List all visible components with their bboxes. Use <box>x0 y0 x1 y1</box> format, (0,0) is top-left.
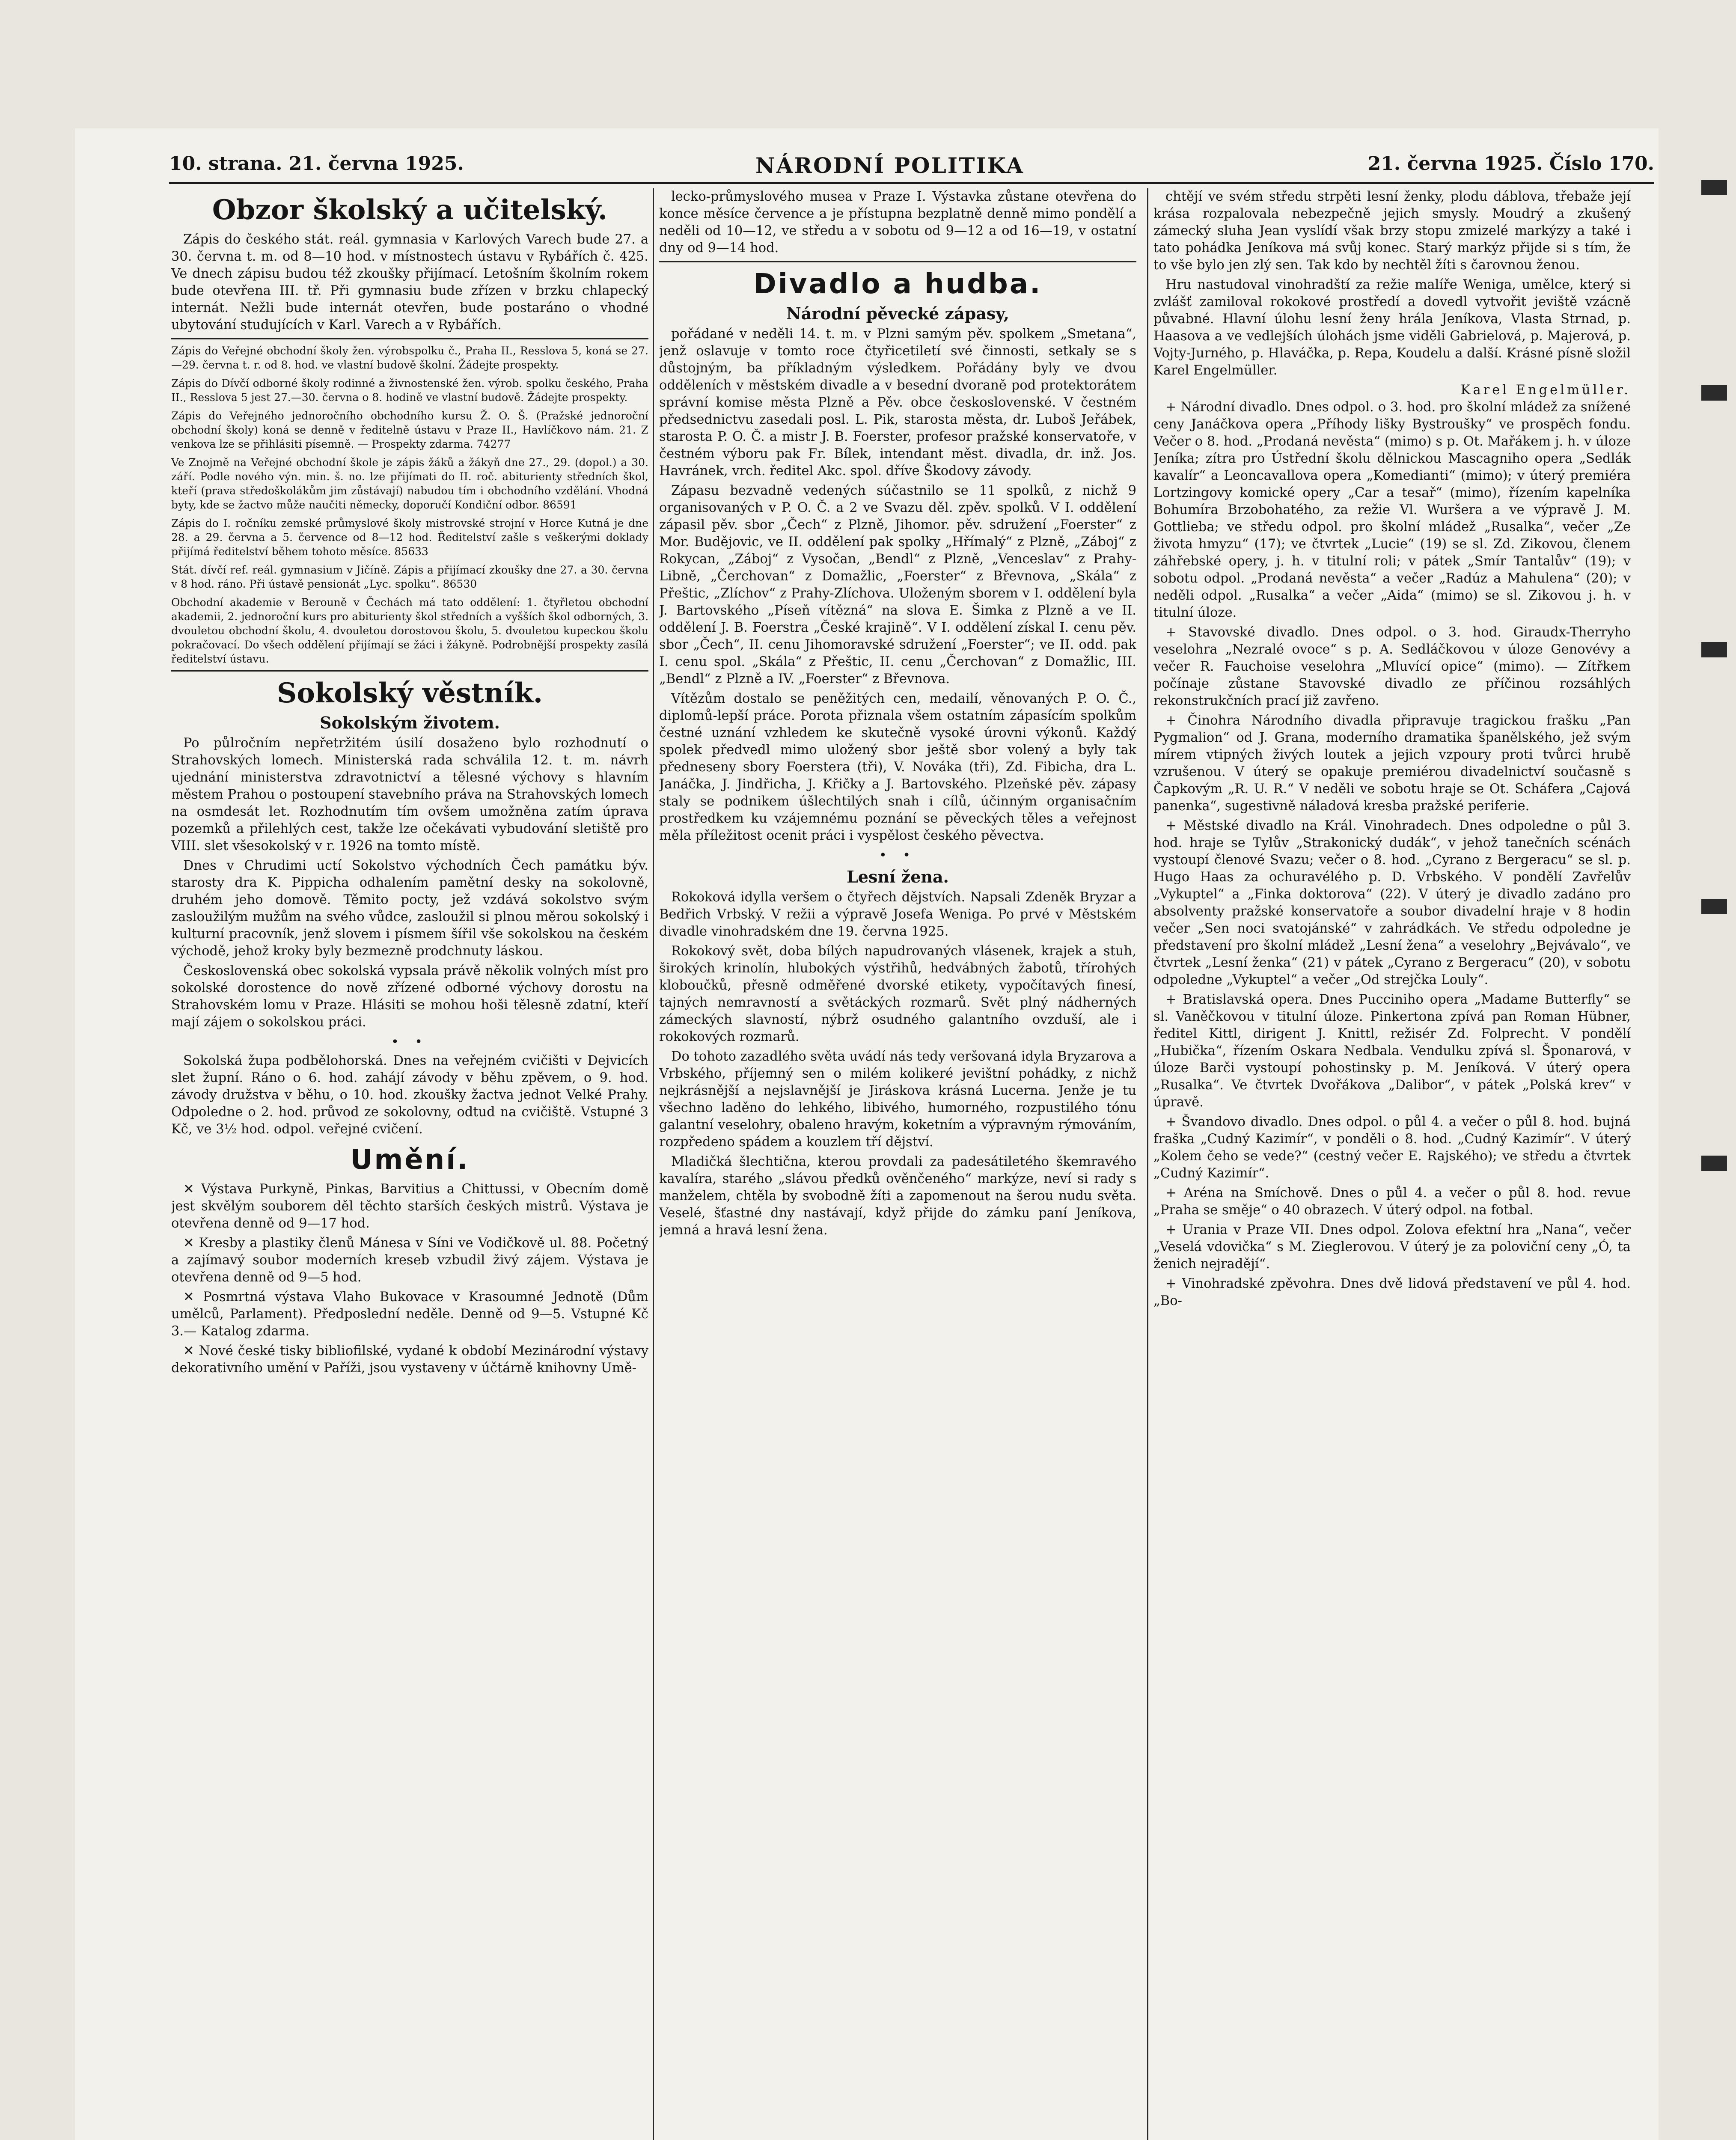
article-paragraph: Zápasu bezvadně vedených súčastnilo se 11 spolků, z nichž 9 organisovaných v P. O. Č. a 2 ve Svazu děl. zpěv. spolků. V I. oddělení zápasil pěv. sbor „Čech“ z Plzně, Jihomor. pěv. sdružení „Foerster“ z Mor. Budějovic, ve II. oddělení pak spolky „Hřímalý“ z Plzně, „Záboj“ z Rokycan, „Záboj“ z Vysočan, „Bendl“ z Plzně, „Venceslav“ z Prahy-Libně, „Čerchovan“ z Domažlic, „Foerster“ z Břevnova, „Skála“ z Přeštic, „Zlíchov“ z Prahy-Zlíchova. Uloženým sborem v I. oddělení byla J. Bartovského „Píseň vítězná“ na slova E. Šimka z Plzně a ve II. oddělení J. B. Foerstra „České krajině“. V I. oddělení získal I. cenu pěv. sbor „Čech“, II. cenu Jihomoravské sdružení „Foerster“; ve II. odd. pak I. cenu spol. „Skála“ z Přeštic, II. cenu „Čerchovan“ z Domažlic, III. „Bendl“ z Plzně a IV. „Foerster“ z Břevnova. <box>659 483 1136 687</box>
separator: • • <box>879 848 916 863</box>
scan-edge-mark <box>1701 385 1727 401</box>
article-paragraph: lecko-průmyslového musea v Praze I. Výstavka zůstane otevřena do konce měsíce července a je přístupna bezplatně denně mimo pondělí a neděli od 10—12, ve středu a v sobotu od 9—12 a od 16—19, v ostatní dny od 9—14 hod. <box>659 189 1136 256</box>
notice: Zápis do Dívčí odborné školy rodinné a živnostenské žen. výrob. spolku českého, Praha II., Resslova 5 jest 27.—30. června o 8. hodině ve vlastní budově. Žádejte prospekty. <box>171 377 648 404</box>
article-paragraph: ✕ Nové české tisky bibliofilské, vydané k období Mezinárodní výstavy dekorativního umění v Paříži, jsou vystaveny v účtárně knihovny Umě- <box>171 1343 648 1376</box>
column-right <box>1153 188 1631 2140</box>
newspaper-title: NÁRODNÍ POLITIKA <box>755 153 1024 178</box>
article-paragraph: Zápis do českého stát. reál. gymnasia v Karlových Varech bude 27. a 30. června t. m. od 8—10 hod. v místnostech ústavu v Rybářích č. 425. Ve dnech zápisu budou též zkoušky přijímací. Letošním školním rokem bude otevřena III. tř. Při gymnasiu bude zřízen v brzku chlapecký internát. Nežli bude internát otevřen, bude postaráno o vhodné ubytování studujících v Karl. Varech a v Rybářích. <box>171 232 648 333</box>
article-paragraph: Mladičká šlechtična, kterou provdali za padesátiletého škemravého kavalíra, starého „slávou předků ověnčeného“ markýze, neví si rady s manželem, chtěla by svobodně žíti a zapomenout na šerou nudu světa. Veselé, šťastné dny nastávají, když přijde do zámku paní Jeníkova, jemná a hravá lesní žena. <box>659 1154 1136 1238</box>
subsection-title: Sokolským životem. <box>320 713 500 732</box>
programme-item: + Městské divadlo na Král. Vinohradech. Dnes odpoledne o půl 3. hod. hraje se Tylův „Strakonický dudák“, v jehož tanečních scénách vystoupí členové Svazu; večer o 8. hod. „Cyrano z Bergeracu“ se sl. p. Hugo Haas za ochuravélého p. D. Vrbského. V pondělí Zavřelův „Vykuptel“ a „Finka doktorova“ (22). V úterý je divadlo zadáno pro absolventy pražské konservatoře a soubor divadelní hraje v 8 hodin večer „Sen noci svatojánské“ v zahrádkách. Ve středu odpoledne je představení pro školní mládež „Lesní žena“ a veselohry „Bejvávalo“, ve čtvrtek „Lesní ženka“ (21) v pátek „Cyrano z Bergeracu“ (20), v sobotu odpoledne „Vykuptel“ a večer „Od strejčka Louly“. <box>1153 818 1631 987</box>
article-paragraph: Vítězům dostalo se peněžitých cen, medailí, věnovaných P. O. Č., diplomů-lepší práce. Porota přiznala všem ostatním zápasícím spolkům čestné uznání vzhledem ke skutečně vysoké úrovni výkonů. Každý spolek předvedl mimo uložený sbor ještě sbor volený a byly tak předneseny sbory Foerstera (tři), V. Nováka (tři), Zd. Fibicha, dra L. Janáčka, J. Jindřicha, J. Křičky a J. Bartovského. Plzeňské pěv. zápasy staly se podnikem úšlechtilých snah i cílů, účinným organisačním prostředkem ku vzájemnému poznání se pěveckých těles a veřejnost měla příležitost ocenit práci i vyspělost českého pěvectva. <box>659 691 1136 843</box>
scan-edge-mark <box>1701 1156 1727 1171</box>
article-paragraph: Dnes v Chrudimi uctí Sokolstvo východních Čech památku býv. starosty dra K. Pippicha odhalením pamětní desky na sokolovně, druhém jeho domově. Těmito pocty, jež vzdává sokolstvo svým zasloužilým mužům na svého vůdce, zasloužil si plnou měrou sokolský i kulturní pracovník, jenž slovem i písmem šířil vše sokolskou na českém východě, jehož kroky byly bezmezně prodchnuty láskou. <box>171 858 648 959</box>
notice: Ve Znojmě na Veřejné obchodní škole je zápis žáků a žákyň dne 27., 29. (dopol.) a 30. září. Podle nového výn. min. š. no. lze přijímati do II. roč. abiturienty středních škol, kteří (prava středoškolákům jim zůstávají) nabudou tím i obchodního vzdělání. Vhodná byty, kde se žactvo může naučiti německy, doporučí Kondiční odbor. 86591 <box>171 456 648 511</box>
divider <box>659 261 1136 262</box>
article-paragraph: Hru nastudoval vinohradští za režie malíře Weniga, umělce, který si zvlášť zamiloval rokokové prostředí a dovedl vytvořit jeviště vzácně půvabné. Hlavní úlohu lesní ženy hrála Jeníkova, Vlasta Strnad, p. Haasova a ve vedlejších úlohách jsme viděli Gabrielová, p. Majerová, p. Vojty-Jurného, p. Hlaváčka, p. Repa, Koudelu a další. Krásné písně složil Karel Engelmüller. <box>1153 277 1631 378</box>
programme-item: + Národní divadlo. Dnes odpol. o 3. hod. pro školní mládež za snížené ceny Janáčkova opera „Příhody lišky Bystroušky“ ve prospěch fondu. Večer o 8. hod. „Prodaná nevěsta“ (mimo) s p. Ot. Mařákem j. h. v úloze Jeníka; zítra pro Ústřední školu dělnickou Mascagniho opera „Sedlák kavalír“ a Leoncavallova opera „Komedianti“ (mimo); v úterý premiéra Lortzingovy komické opery „Car a tesař“ (mimo), řízením kapelníka Bohumíra Brzobohatého, za režie Vl. Wuršera a ve výpravě J. M. Gottlieba; ve středu odpol. pro školní mládež „Rusalka“, večer „Ze života hmyzu“ (17); ve čtvrtek „Lucie“ (19) se sl. Zd. Zikovou, členem záhřebské opery, j. h. v titulní roli; v pátek „Smír Tantalův“ (19); v sobotu odpol. „Prodaná nevěsta“ a večer „Radúz a Mahulena“ (20); v neděli odpol. „Rusalka“ a večer „Aida“ (mimo) se sl. Zikovou j. h. v titulní úloze. <box>1153 400 1631 620</box>
column-divider <box>653 188 654 2140</box>
notice: Zápis do I. ročníku zemské průmyslové školy mistrovské strojní v Horce Kutná je dne 28. a 29. června a 5. července od 8—12 hod. Ředitelství zašle s veškerými doklady přijímá ředitelství během tohoto měsíce. 85633 <box>171 517 648 558</box>
programme-item: + Stavovské divadlo. Dnes odpol. o 3. hod. Giraudx-Therryho veselohra „Nezralé ovoce“ s p. A. Sedláčkovou v úloze Genovévy a večer R. Fauchoise veselohra „Mluvící opice“ (mimo). — Zítřkem počínaje zůstane Stavovské divadlo ze příčinou rozsáhlých rekonstrukčních prací již zavřeno. <box>1153 625 1631 708</box>
section-title-school: Obzor školský a učitelský. <box>212 194 608 226</box>
separator: • • <box>391 1034 428 1049</box>
article-paragraph: ✕ Výstava Purkyně, Pinkas, Barvitius a Chittussi, v Obecním domě jest skvělým souborem děl těchto starších českých mistrů. Výstava je otevřena denně od 9—17 hod. <box>171 1182 648 1231</box>
article-paragraph: Rokoková idylla veršem o čtyřech dějstvích. Napsali Zdeněk Bryzar a Bedřich Vrbský. V režii a výpravě Josefa Weniga. Po prvé v Městském divadle vinohradském dne 19. června 1925. <box>659 890 1136 939</box>
scan-edge-mark <box>1701 899 1727 914</box>
article-paragraph: Do tohoto zazadlého světa uvádí nás tedy veršovaná idyla Bryzarova a Vrbského, příjemný sen o milém kolikeré jevištní pohádky, z nichž nejkrásnější a nejslavnější je Jiráskova krásná Lucerna. Jenže je tu všechno laděno do lehkého, libivého, humorného, rozpustilého tónu galantní veselohry, obaleno hravým, koketním a výpravným rýmováním, rozpředeno spádem a kouzlem tří dějství. <box>659 1049 1136 1150</box>
scan-edge-mark <box>1701 642 1727 657</box>
article-paragraph: Po půlročním nepřetržitém úsilí dosaženo bylo rozhodnutí o Strahovských lomech. Ministerská rada schválila 12. t. m. návrh ujednání ministerstva zdravotnictví a tělesné výchovy s hlavním městem Prahou o postoupení stavebního práva na Strahovských lomech na osmdesát let. Rozhodnutím tím ovšem umožněna zatím úprava pozemků a přilehlých cest, takže lze očekávati vybudování sletiště pro VIII. slet všesokolský v r. 1926 na tomto místě. <box>171 736 648 853</box>
page-header <box>169 148 1654 184</box>
article-paragraph: Československá obec sokolská vypsala právě několik volných míst pro sokolské dorostence do nově zřízené odborné výchovy dorostu na Strahovském lomu v Praze. Hlásiti se mohou hoši tělesně zdatní, kteří mají zájem o sokolskou práci. <box>171 963 648 1030</box>
column-divider <box>1147 188 1148 2140</box>
notice: Obchodní akademie v Berouně v Čechách má tato oddělení: 1. čtyřletou obchodní akademii, 2. jednoroční kurs pro abiturienty škol středních a vyšších škol odborných, 3. dvouletou obchodní školu, 4. dvouletou dorostovou školu, 5. dvouletou kupeckou školu pokračovací. Do všech oddělení přijímají se žáci i žákyně. Podrobnější prospekty zasílá ředitelství ústavu. <box>171 596 648 665</box>
header-date-left: 10. strana. 21. června 1925. <box>169 153 464 175</box>
section-title-sokol: Sokolský věstník. <box>276 677 543 709</box>
article-paragraph: ✕ Kresby a plastiky členů Mánesa v Síni ve Vodičkově ul. 88. Početný a zajímavý soubor moderních kreseb vzbudil živý zájem. Výstava je otevřena denně od 9—5 hod. <box>171 1236 648 1285</box>
school-notices <box>171 338 648 672</box>
article-paragraph: chtějí ve svém středu strpěti lesní ženky, plodu dáblova, třebaže její krása rozpalovala nebezpečně jejich smysly. Moudrý a zkušený zámecký sluha Jean vyslídí však brzy stopu zmizelé markýzy a také i tato pohádka Jeníkova má svůj konec. Starý markýz přijde si s tím, že to vše bylo jen zlý sen. Tak kdo by nechtěl žíti s čarovnou ženou. <box>1153 189 1631 273</box>
programme-item: + Vinohradské zpěvohra. Dnes dvě lidová představení ve půl 4. hod. „Bo- <box>1153 1276 1631 1308</box>
notice: Zápis do Veřejné obchodní školy žen. výrobspolku č., Praha II., Resslova 5, koná se 27.—29. června t. r. od 8. hod. ve vlastní budově školní. Žádejte prospekty. <box>171 345 648 371</box>
article-paragraph: Sokolská župa podbělohorská. Dnes na veřejném cvičišti v Dejvicích slet župní. Ráno o 6. hod. zahájí závody v běhu zpěvem, o 9. hod. závody družstva v běhu, o 10. hod. zkoušky žactva jednot Velké Prahy. Odpoledne o 2. hod. průvod ze sokolovny, odtud na cvičiště. Vstupné 3 Kč, ve 3½ hod. odpol. veřejné cvičení. <box>171 1053 648 1137</box>
column-left <box>171 188 648 2140</box>
section-title-art: Umění. <box>350 1144 470 1176</box>
divider <box>171 670 648 672</box>
notice: Stát. dívčí ref. reál. gymnasium v Jičíně. Zápis a přijímací zkoušky dne 27. a 30. června v 8 hod. ráno. Při ústavě pensionát „Lyc. spolku“. 86530 <box>171 564 648 590</box>
divider <box>171 338 648 339</box>
article-paragraph: Rokokový svět, doba bílých napudrovaných vlásenek, krajek a stuh, širokých krinolín, hlubokých výstřihů, hedvábných žabotů, třírohých kloboučků, přesně odměřené dvorské etikety, vypočítavých finesí, tajných nemravností a světáckých rozmarů. Svět plný nádherných zámeckých slavností, nýbrž osudného galantního ovzduší, ale i rokokových rozmarů. <box>659 944 1136 1044</box>
programme-item: + Činohra Národního divadla připravuje tragickou frašku „Pan Pygmalion“ od J. Grana, moderního dramatika španělského, jež svým mírem vtipných živých loutek a jejich vzpoury proti tvůrci hrubě vzrušenou. V úterý se opakuje premiérou divadelnictví současně s Čapkovým „R. U. R.“ V neděli ve sobotu hraje se Ot. Scháfera „Cajová panenka“, sugestivně náladová kresba pražské periferie. <box>1153 713 1631 814</box>
programme-item: + Bratislavská opera. Dnes Pucciniho opera „Madame Butterfly“ se sl. Vaněčkovou v titulní úloze. Pinkertona zpívá pan Roman Hübner, ředitel Kittl, dirigent J. Knittl, režisér Zd. Folprecht. V pondělí „Hubička“, řízením Oskara Nedbala. Vendulku zpívá sl. Šponarová, v úloze Barči vystoupí pohostinsky p. M. Jeníková. V úterý opera „Rusalka“. Ve čtvrtek Dvořákova „Dalibor“, v pátek „Polská krev“ v úpravě. <box>1153 992 1631 1110</box>
header-date-right: 21. června 1925. Číslo 170. <box>1367 153 1654 175</box>
programme-item: + Švandovo divadlo. Dnes odpol. o půl 4. a večer o půl 8. hod. bujná fraška „Cudný Kazimír“, v ponděli o 8. hod. „Cudný Kazimír“. V úterý „Kolem čeho se vede?“ (cestný večer E. Rajského); ve středu a čtvrtek „Cudný Kazimír“. <box>1153 1115 1631 1181</box>
column-middle <box>659 188 1136 2140</box>
article-paragraph: ✕ Posmrtná výstava Vlaho Bukovace v Krasoumné Jednotě (Dům umělců, Parlament). Předposlední neděle. Denně od 9—5. Vstupné Kč 3.— Katalog zdarma. <box>171 1290 648 1339</box>
article-paragraph: pořádané v neděli 14. t. m. v Plzni samým pěv. spolkem „Smetana“, jenž oslavuje v tomto roce čtyřicetiletí své činnosti, setkaly se s důstojným, ba příkladným výsledkem. Pořádány byly ve dvou odděleních v městském divadle a v besední dvoraně pod protektorátem správní komise města Plzně a Pěv. obce československé. V čestném předsednictvu zasedali posl. L. Pik, starosta města, dr. Luboš Jeřábek, starosta P. O. Č. a mistr J. B. Foerster, profesor pražské konservatoře, v čestném výboru pak Fr. Bílek, intendant měst. divadla, dr. inž. Jos. Havránek, vrch. ředitel Akc. spol. dříve Škodovy závody. <box>659 327 1136 479</box>
subsection-title: Národní pěvecké zápasy, <box>786 304 1009 323</box>
article-author: Karel Engelmüller. <box>1460 383 1631 398</box>
programme-item: + Aréna na Smíchově. Dnes o půl 4. a večer o půl 8. hod. revue „Praha se směje“ o 40 obrazech. V úterý odpol. na fotbal. <box>1153 1186 1631 1218</box>
section-title-theatre: Divadlo a hudba. <box>753 268 1042 300</box>
notice: Zápis do Veřejného jednoročního obchodního kursu Ž. O. Š. (Pražské jednoroční obchodní školy) koná se denně v ředitelně ústavu v Praze II., Havlíčkovo nám. 21. Z venkova lze se přihlásiti písemně. — Prospekty zdarma. 74277 <box>171 410 648 450</box>
subsection-title: Lesní žena. <box>847 867 949 886</box>
scan-edge-mark <box>1701 180 1727 195</box>
programme-item: + Urania v Praze VII. Dnes odpol. Zolova efektní hra „Nana“, večer „Veselá vdovička“ s M. Zieglerovou. V úterý je za poloviční ceny „Ó, ta ženich nejradějí“. <box>1153 1222 1631 1272</box>
